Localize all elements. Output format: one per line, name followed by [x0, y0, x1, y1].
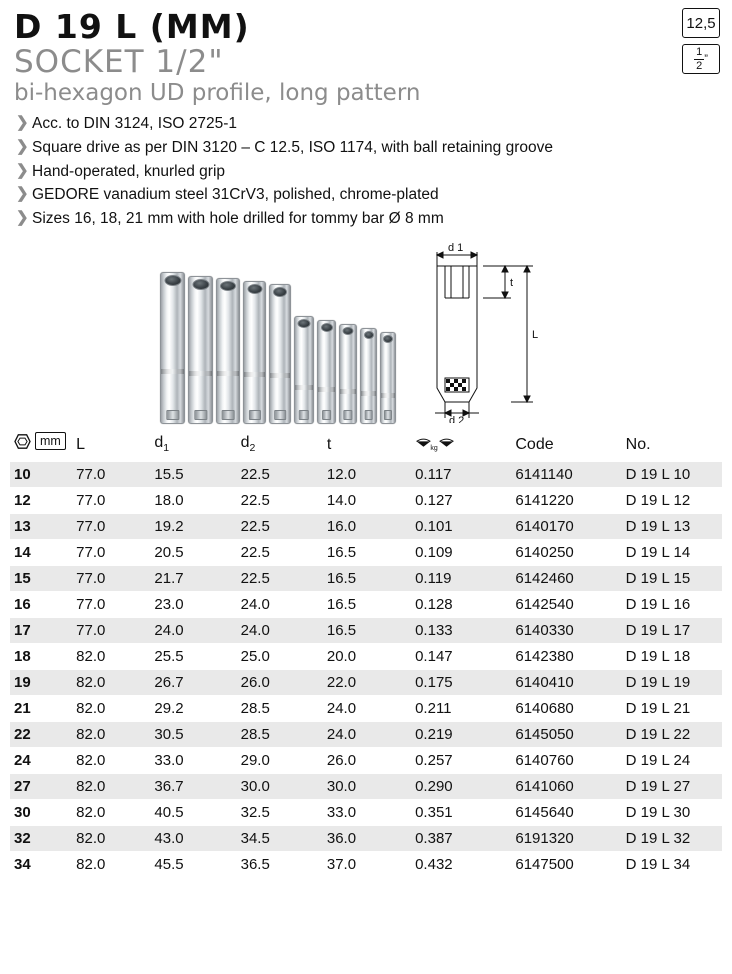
col-header-no: No. [625, 435, 651, 453]
col-header-d2 [237, 430, 323, 461]
list-item [14, 160, 718, 184]
cell-l: 82.0 [72, 721, 150, 747]
socket-square-drive [322, 410, 332, 420]
cell-d2: 22.5 [237, 461, 323, 487]
socket-bihex-opening [321, 323, 333, 332]
table-row [10, 617, 722, 643]
table-row [10, 747, 722, 773]
chevron-right-icon: ❯ [16, 161, 29, 179]
cell-l: 82.0 [72, 695, 150, 721]
list-item [14, 112, 718, 136]
cell-size: 17 [10, 617, 72, 643]
cell-size: 13 [10, 513, 72, 539]
col-header-d2-base: d [240, 433, 250, 451]
cell-l: 77.0 [72, 617, 150, 643]
cell-size: 30 [10, 799, 72, 825]
socket-bihex-opening [164, 275, 181, 286]
cell-l: 77.0 [72, 487, 150, 513]
cell-size: 34 [10, 851, 72, 877]
table-row [10, 825, 722, 851]
cell-d2: 30.0 [237, 773, 323, 799]
cell-kg: 0.128 [411, 591, 511, 617]
socket-item [380, 332, 396, 424]
table-row [10, 565, 722, 591]
cell-t: 22.0 [323, 669, 411, 695]
col-header-size [10, 430, 72, 461]
cell-d1: 36.7 [150, 773, 236, 799]
cell-kg: 0.101 [411, 513, 511, 539]
chevron-right-icon: ❯ [16, 138, 29, 156]
cell-code: 6141220 [511, 487, 621, 513]
socket-bihex-opening [220, 281, 236, 291]
cell-d2: 22.5 [237, 565, 323, 591]
spec-table [10, 430, 722, 877]
cell-d2: 26.0 [237, 669, 323, 695]
col-header-d2-sub: 2 [249, 441, 256, 454]
cell-no: D 19 L 14 [622, 539, 722, 565]
socket-knurl-band [217, 371, 239, 376]
cell-no: D 19 L 32 [622, 825, 722, 851]
cell-no: D 19 L 27 [622, 773, 722, 799]
spec-table-container [0, 430, 732, 877]
cell-code: 6147500 [511, 851, 621, 877]
socket-square-drive [166, 410, 179, 420]
cell-no: D 19 L 24 [622, 747, 722, 773]
cell-t: 26.0 [323, 747, 411, 773]
cell-code: 6140760 [511, 747, 621, 773]
cell-t: 14.0 [323, 487, 411, 513]
cell-code: 6140410 [511, 669, 621, 695]
socket-bihex-opening [364, 331, 374, 339]
col-header-code: Code [515, 435, 554, 453]
cell-no: D 19 L 21 [622, 695, 722, 721]
socket-bihex-opening [247, 284, 262, 294]
socket-square-drive [343, 410, 352, 420]
col-header-weight [411, 430, 511, 461]
table-row [10, 799, 722, 825]
cell-l: 82.0 [72, 773, 150, 799]
table-row [10, 695, 722, 721]
socket-knurl-band [270, 373, 290, 378]
cell-kg: 0.219 [411, 721, 511, 747]
cell-d2: 25.0 [237, 643, 323, 669]
socket-bihex-opening [192, 279, 209, 290]
cell-code: 6142540 [511, 591, 621, 617]
cell-d2: 24.0 [237, 617, 323, 643]
cell-l: 77.0 [72, 513, 150, 539]
svg-text:kg: kg [430, 444, 438, 452]
cell-size: 15 [10, 565, 72, 591]
cell-code: 6191320 [511, 825, 621, 851]
socket-item [188, 276, 213, 424]
socket-knurl-band [161, 369, 184, 374]
socket-knurl-band [189, 371, 212, 376]
cell-no: D 19 L 15 [622, 565, 722, 591]
table-row [10, 851, 722, 877]
cell-size: 18 [10, 643, 72, 669]
socket-item [216, 278, 240, 424]
cell-d1: 33.0 [150, 747, 236, 773]
cell-d2: 22.5 [237, 513, 323, 539]
socket-item [294, 316, 314, 424]
table-row [10, 461, 722, 487]
socket-knurl-band [340, 389, 356, 394]
cell-size: 22 [10, 721, 72, 747]
product-photo-sockets [160, 272, 396, 424]
table-row [10, 773, 722, 799]
cell-kg: 0.133 [411, 617, 511, 643]
feature-text: GEDORE vanadium steel 31CrV3, polished, chrome-plated [32, 186, 439, 204]
cell-size: 12 [10, 487, 72, 513]
cell-t: 24.0 [323, 695, 411, 721]
cell-size: 27 [10, 773, 72, 799]
cell-kg: 0.117 [411, 461, 511, 487]
cell-kg: 0.257 [411, 747, 511, 773]
product-figure-area [0, 238, 732, 428]
cell-d2: 22.5 [237, 487, 323, 513]
page-title: D 19 L (MM) [14, 7, 250, 46]
cell-kg: 0.175 [411, 669, 511, 695]
badge-drive-size [682, 8, 720, 38]
cell-t: 20.0 [323, 643, 411, 669]
socket-knurl-band [295, 385, 313, 390]
chevron-right-icon: ❯ [16, 185, 29, 203]
table-row [10, 513, 722, 539]
socket-square-drive [248, 410, 260, 420]
col-header-size-label: mm [35, 432, 66, 450]
cell-d1: 15.5 [150, 461, 236, 487]
col-header-d1-sub: 1 [163, 441, 170, 454]
cell-code: 6140250 [511, 539, 621, 565]
chevron-right-icon: ❯ [16, 208, 29, 226]
cell-d2: 29.0 [237, 747, 323, 773]
cell-no: D 19 L 10 [622, 461, 722, 487]
cell-no: D 19 L 30 [622, 799, 722, 825]
cell-d1: 23.0 [150, 591, 236, 617]
cell-d1: 45.5 [150, 851, 236, 877]
col-header-t: t [326, 435, 332, 453]
cell-d1: 19.2 [150, 513, 236, 539]
spec-table-head [10, 430, 722, 461]
cell-d1: 18.0 [150, 487, 236, 513]
cell-kg: 0.147 [411, 643, 511, 669]
feature-text: Square drive as per DIN 3120 – C 12.5, ISO 1174, with ball retaining groove [32, 139, 553, 157]
cell-no: D 19 L 18 [622, 643, 722, 669]
badge-drive-fraction [682, 44, 720, 74]
cell-l: 82.0 [72, 799, 150, 825]
fraction [694, 47, 704, 72]
cell-l: 77.0 [72, 539, 150, 565]
cell-d2: 28.5 [237, 695, 323, 721]
feature-list [14, 112, 718, 230]
socket-item [243, 281, 266, 424]
cell-no: D 19 L 16 [622, 591, 722, 617]
table-header-row [10, 430, 722, 461]
feature-text: Sizes 16, 18, 21 mm with hole drilled for tommy bar Ø 8 mm [32, 209, 444, 227]
cell-l: 82.0 [72, 825, 150, 851]
list-item [14, 183, 718, 207]
cell-code: 6142460 [511, 565, 621, 591]
feature-text: Acc. to DIN 3124, ISO 2725-1 [32, 115, 238, 133]
cell-d2: 36.5 [237, 851, 323, 877]
table-row [10, 539, 722, 565]
cell-d1: 20.5 [150, 539, 236, 565]
cell-l: 77.0 [72, 565, 150, 591]
cell-code: 6142380 [511, 643, 621, 669]
cell-code: 6140170 [511, 513, 621, 539]
cell-d1: 40.5 [150, 799, 236, 825]
cell-code: 6141140 [511, 461, 621, 487]
cell-code: 6145640 [511, 799, 621, 825]
page-header [0, 0, 732, 230]
feature-text: Hand-operated, knurled grip [32, 162, 226, 180]
cell-d1: 29.2 [150, 695, 236, 721]
list-item [14, 136, 718, 160]
cell-no: D 19 L 22 [622, 721, 722, 747]
cell-t: 33.0 [323, 799, 411, 825]
cell-t: 36.0 [323, 825, 411, 851]
cell-d2: 24.0 [237, 591, 323, 617]
cell-d2: 28.5 [237, 721, 323, 747]
cell-kg: 0.119 [411, 565, 511, 591]
socket-item [269, 284, 291, 424]
cell-code: 6141060 [511, 773, 621, 799]
cell-no: D 19 L 12 [622, 487, 722, 513]
drawing-label-t: t [510, 277, 514, 290]
drawing-label-L: L [532, 329, 539, 342]
technical-drawing [415, 238, 555, 423]
socket-knurl-band [381, 393, 395, 398]
drawing-label-d1: d 1 [448, 242, 464, 255]
socket-square-drive [384, 410, 392, 420]
socket-square-drive [364, 410, 373, 420]
cell-t: 16.5 [323, 565, 411, 591]
socket-square-drive [274, 410, 286, 420]
socket-item [160, 272, 185, 424]
table-row [10, 643, 722, 669]
socket-bihex-opening [298, 319, 311, 328]
socket-knurl-band [361, 391, 376, 396]
fraction-denominator: 2 [696, 59, 703, 72]
col-header-d1-base: d [154, 433, 164, 451]
socket-square-drive [299, 410, 309, 420]
cell-size: 24 [10, 747, 72, 773]
scale-icon [415, 436, 455, 453]
cell-d2: 34.5 [237, 825, 323, 851]
cell-size: 14 [10, 539, 72, 565]
cell-d1: 25.5 [150, 643, 236, 669]
cell-l: 77.0 [72, 591, 150, 617]
socket-item [317, 320, 336, 424]
chevron-right-icon: ❯ [16, 114, 29, 132]
cell-size: 19 [10, 669, 72, 695]
cell-size: 16 [10, 591, 72, 617]
socket-bihex-opening [383, 335, 393, 343]
cell-l: 82.0 [72, 669, 150, 695]
hexagon-icon [14, 434, 31, 449]
cell-kg: 0.109 [411, 539, 511, 565]
socket-bihex-opening [273, 287, 287, 297]
cell-size: 10 [10, 461, 72, 487]
cell-l: 77.0 [72, 461, 150, 487]
cell-t: 30.0 [323, 773, 411, 799]
table-row [10, 487, 722, 513]
fraction-numerator: 1 [696, 45, 703, 58]
cell-kg: 0.211 [411, 695, 511, 721]
badge-drive-size-label: 12,5 [686, 14, 716, 32]
table-row [10, 721, 722, 747]
cell-d1: 30.5 [150, 721, 236, 747]
cell-kg: 0.387 [411, 825, 511, 851]
cell-t: 16.5 [323, 617, 411, 643]
cell-l: 82.0 [72, 643, 150, 669]
cell-t: 16.0 [323, 513, 411, 539]
spec-badges [682, 8, 720, 74]
cell-size: 32 [10, 825, 72, 851]
cell-no: D 19 L 13 [622, 513, 722, 539]
cell-t: 37.0 [323, 851, 411, 877]
socket-item [339, 324, 357, 424]
cell-code: 6140330 [511, 617, 621, 643]
page-description: bi-hexagon UD profile, long pattern [14, 80, 421, 107]
cell-d2: 22.5 [237, 539, 323, 565]
socket-bihex-opening [343, 327, 354, 335]
spec-table-body [10, 461, 722, 877]
cell-t: 16.5 [323, 539, 411, 565]
cell-d1: 21.7 [150, 565, 236, 591]
list-item [14, 207, 718, 231]
cell-no: D 19 L 19 [622, 669, 722, 695]
cell-size: 21 [10, 695, 72, 721]
cell-kg: 0.290 [411, 773, 511, 799]
col-header-d1 [150, 430, 236, 461]
socket-square-drive [194, 410, 207, 420]
cell-t: 12.0 [323, 461, 411, 487]
inch-mark: ” [704, 53, 708, 65]
drawing-label-d2: d 2 [449, 415, 465, 424]
page-subtitle: SOCKET 1/2" [14, 43, 224, 80]
cell-d1: 24.0 [150, 617, 236, 643]
cell-d1: 43.0 [150, 825, 236, 851]
cell-t: 24.0 [323, 721, 411, 747]
cell-code: 6140680 [511, 695, 621, 721]
cell-d2: 32.5 [237, 799, 323, 825]
socket-knurl-band [244, 372, 265, 377]
cell-d1: 26.7 [150, 669, 236, 695]
cell-no: D 19 L 34 [622, 851, 722, 877]
cell-kg: 0.127 [411, 487, 511, 513]
table-row [10, 591, 722, 617]
cell-code: 6145050 [511, 721, 621, 747]
cell-kg: 0.432 [411, 851, 511, 877]
col-header-l: L [76, 435, 86, 453]
socket-item [360, 328, 377, 424]
socket-square-drive [222, 410, 235, 420]
cell-t: 16.5 [323, 591, 411, 617]
table-row [10, 669, 722, 695]
socket-knurl-band [318, 387, 335, 392]
cell-kg: 0.351 [411, 799, 511, 825]
cell-no: D 19 L 17 [622, 617, 722, 643]
cell-l: 82.0 [72, 851, 150, 877]
cell-l: 82.0 [72, 747, 150, 773]
